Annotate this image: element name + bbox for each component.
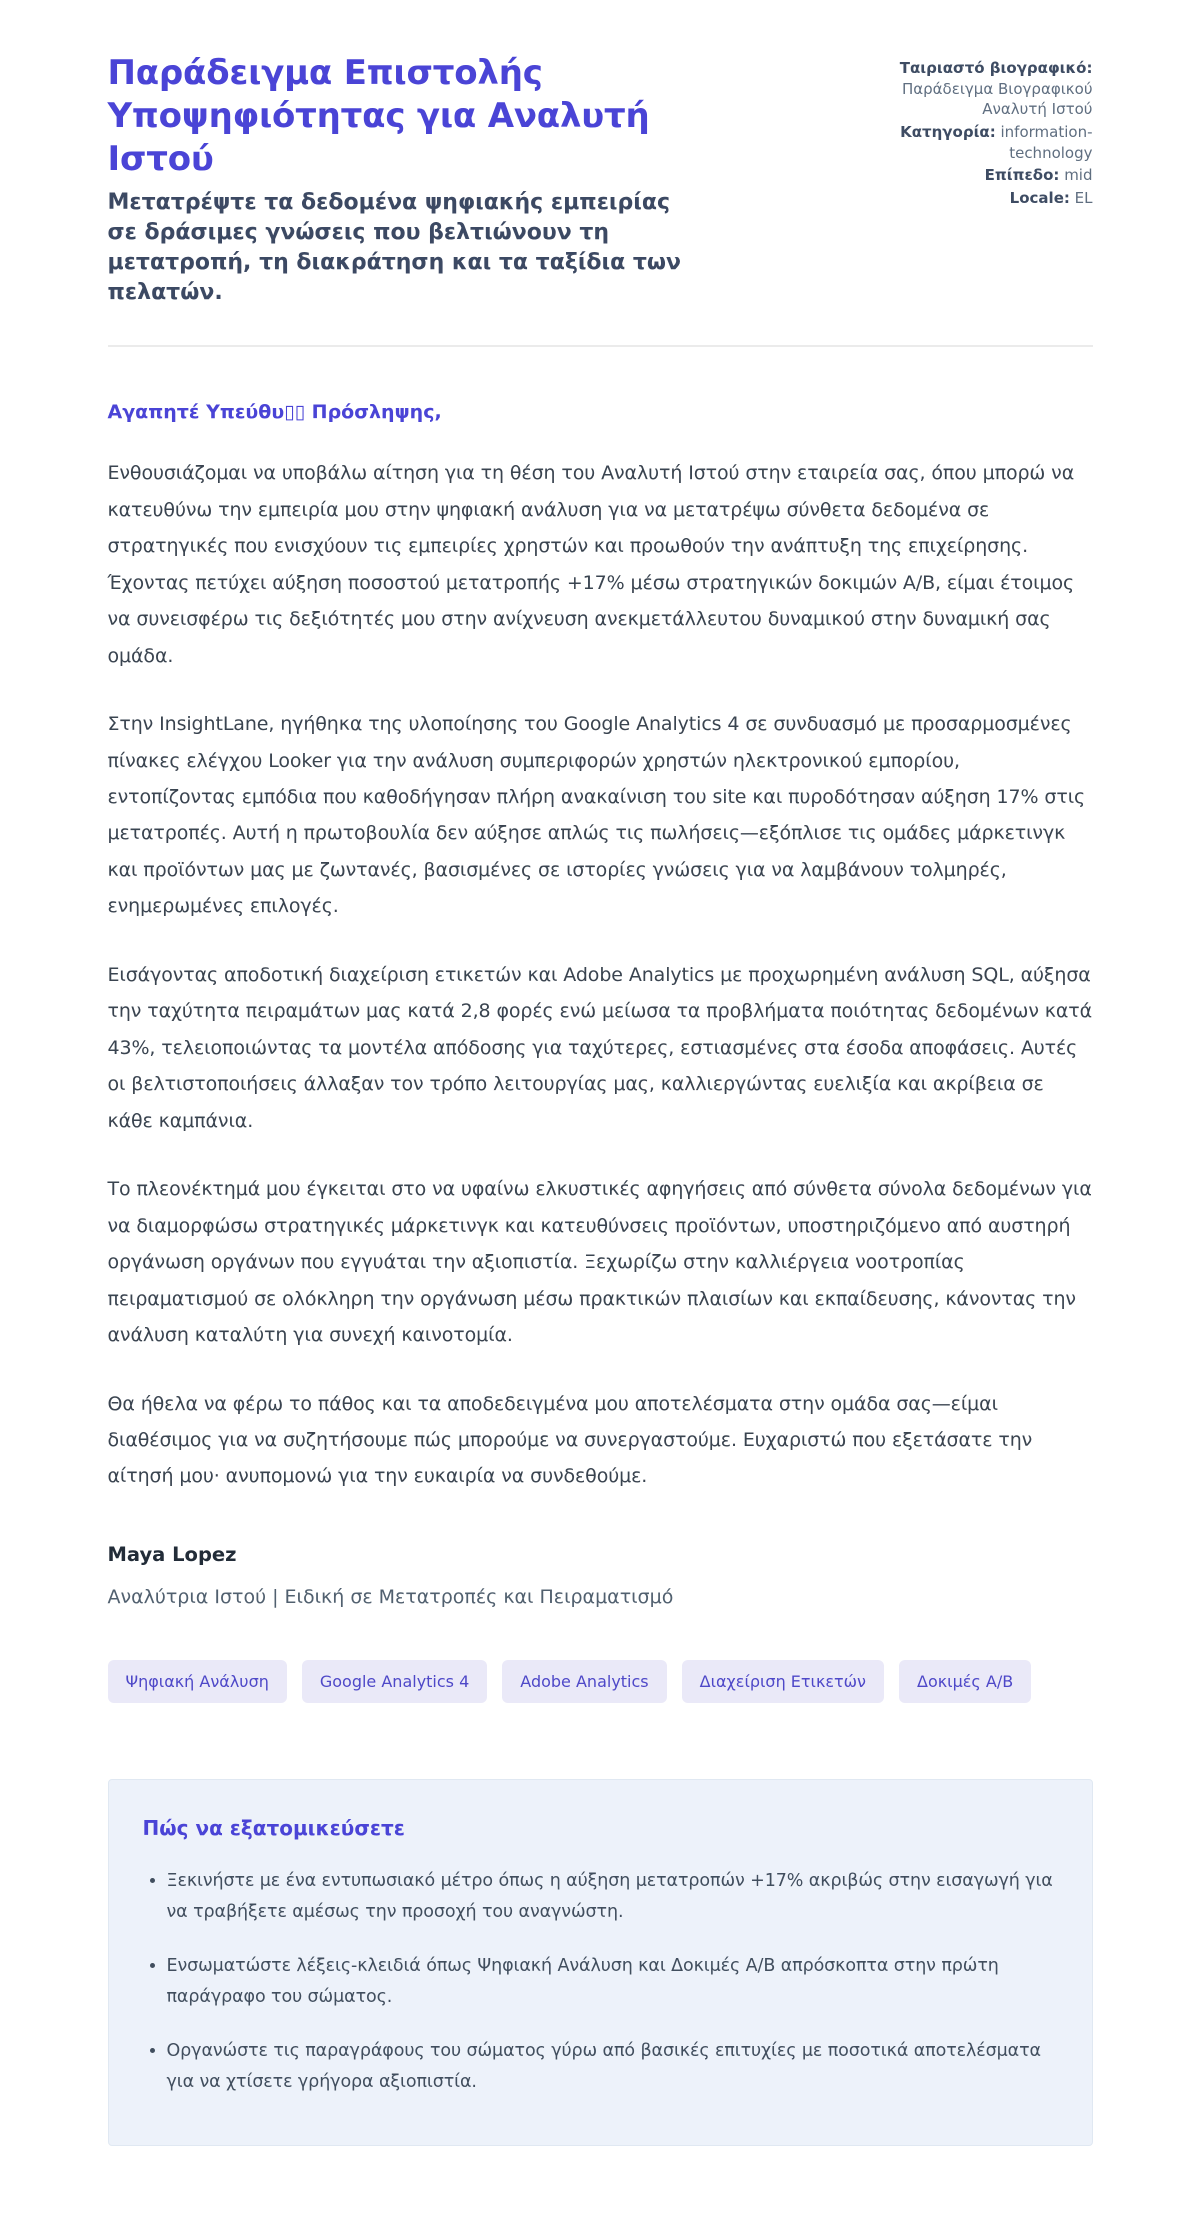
letter-paragraph-3: Εισάγοντας αποδοτική διαχείριση ετικετών και Adobe Analytics με προχωρημένη ανάλυση SQL, αύξησα την ταχύτητα πειραμάτων μας κατά 2,8 φορές ενώ μείωσα τα προβλήματα ποιότητας δεδομένων κατά 43%, τελειοποιώντας τα μοντέλα απόδοσης για ταχύτερες, εστιασμένες στα έσοδα αποφάσεις. Αυτές οι βελτιστοποιήσεις άλλαξαν τον τρόπο λειτουργίας μας, καλλιεργώντας ευελιξία και ακρίβεια σε κάθε καμπάνια. — [107, 963, 1093, 1132]
meta-matching-resume-value: Παράδειγμα Βιογραφικού Αναλυτή Ιστού — [901, 79, 1093, 119]
skill-tag-tag-management: Διαχείριση Ετικετών — [682, 1660, 884, 1703]
meta-matching-resume-label: Ταιριαστό βιογραφικό: — [899, 59, 1093, 77]
letter-paragraph-1: Ενθουσιάζομαι να υποβάλω αίτηση για τη θέση του Αναλυτή Ιστού στην εταιρεία σας, όπου μπορώ να κατευθύνω την εμπειρία μου στην ψηφιακή ανάλυση για να μετατρέψω σύνθετα δεδομένα σε στρατηγικές που ενισχύουν τις εμπειρίες χρηστών και προωθούν την ανάπτυξη της επιχείρησης. Έχοντας πετύχει αύξηση ποσοστού μετατροπής +17% μέσω στρατηγικών δοκιμών A/B, είμαι έτοιμος να συνεισφέρω τις δεξιότητές μου στην ανίχνευση ανεκμετάλλευτου δυναμικού στην δυναμική σας ομάδα. — [107, 462, 1075, 667]
callout-bullet-3: • Οργανώστε τις παραγράφους του σώματος γύρω από βασικές επιτυχίες με ποσοτικά αποτελέσματα για να χτίσετε γρήγορα αξιοπιστία. — [167, 2036, 1058, 2099]
page-subtitle: Μετατρέψτε τα δεδομένα ψηφιακής εμπειρίας σε δράσιμες γνώσεις που βελτιώνουν τη μετατροπή, τη διακράτηση και τα ταξίδια των πελατών. — [107, 190, 682, 305]
meta-locale-label: Locale: — [1009, 189, 1070, 208]
skill-tag-google-analytics-4: Google Analytics 4 — [302, 1660, 487, 1703]
meta-panel — [881, 52, 1093, 211]
skill-tag-ab-testing: Δοκιμές A/B — [899, 1660, 1031, 1703]
meta-locale-value: EL — [1074, 189, 1093, 208]
skill-tag-digital-analysis: Ψηφιακή Ανάλυση — [108, 1660, 287, 1703]
header-divider — [108, 345, 1093, 347]
cover-letter-page — [108, 0, 1093, 2146]
letter-body — [108, 401, 1093, 1608]
signature-role: Αναλύτρια Ιστού | Ειδική σε Μετατροπές και Πειραματισμό — [107, 1585, 674, 1608]
letter-paragraph-2: Στην InsightLane, ηγήθηκα της υλοποίησης του Google Analytics 4 σε συνδυασμό με προσαρμοσμένες πίνακες ελέγχου Looker για την ανάλυση συμπεριφορών χρηστών ηλεκτρονικού εμπορίου, εντοπίζοντας εμπόδια που καθοδήγησαν πλήρη ανακαίνιση του site και πυροδότησαν αύξηση 17% στις μετατροπές. Αυτή η πρωτοβουλία δεν αύξησε απλώς τις πωλήσεις—εξόπλισε τις ομάδες μάρκετινγκ και προϊόντων μας με ζωντανές, βασισμένες σε ιστορίες γνώσεις για να λαμβάνουν τολμηρές, ενημερωμένες επιλογές. — [107, 713, 1086, 918]
callout-bullet-1: • Ξεκινήστε με ένα εντυπωσιακό μέτρο όπως η αύξηση μετατροπών +17% ακριβώς στην εισαγωγή για να τραβήξετε αμέσως την προσοχή του αναγνώστη. — [167, 1866, 1058, 1929]
signature-name: Maya Lopez — [107, 1542, 237, 1566]
callout-list — [143, 1866, 1058, 2099]
meta-matching-resume — [881, 58, 1093, 120]
meta-category-label: Κατηγορία: — [900, 123, 996, 142]
letter-paragraph-5: Θα ήθελα να φέρω το πάθος και τα αποδεδειγμένα μου αποτελέσματα στην ομάδα σας—είμαι διαθέσιμος για να συζητήσουμε πώς μπορούμε να συνεργαστούμε. Ευχαριστώ που εξετάσατε την αίτησή μου· ανυπομονώ για την ευκαιρία να συνδεθούμε. — [107, 1392, 1033, 1488]
personalize-callout — [108, 1779, 1093, 2146]
meta-level-label: Επίπεδο: — [984, 166, 1060, 185]
letter-paragraph-4: Το πλεονέκτημά μου έγκειται στο να υφαίνω ελκυστικές αφηγήσεις από σύνθετα σύνολα δεδομένων για να διαμορφώσω στρατηγικές μάρκετινγκ και κατευθύνσεις προϊόντων, υποστηριζόμενο από αυστηρή οργάνωση οργάνων που εγγυάται την αξιοπιστία. Ξεχωρίζω στην καλλιέργεια νοοτροπίας πειραματισμού σε ολόκληρη την οργάνωση μέσω πρακτικών πλαισίων και εκπαίδευσης, κάνοντας την ανάλυση καταλύτη για συνεχή καινοτομία. — [107, 1178, 1092, 1347]
meta-locale — [881, 188, 1093, 209]
page-title: Παράδειγμα Επιστολής Υποψηφιότητας για Αναλυτή Ιστού — [107, 53, 650, 179]
skill-tag-adobe-analytics: Adobe Analytics — [502, 1660, 666, 1703]
meta-category-value: information-technology — [1000, 123, 1093, 162]
callout-title: Πώς να εξατομικεύσετε — [142, 1815, 405, 1840]
meta-category — [881, 122, 1093, 163]
salutation: Αγαπητέ Υπεύθυ▯▯ Πρόσληψης, — [107, 401, 442, 424]
page-header — [108, 52, 1093, 307]
skill-tags — [108, 1660, 1093, 1703]
meta-level-value: mid — [1064, 166, 1093, 185]
callout-bullet-2: • Ενσωματώστε λέξεις-κλειδιά όπως Ψηφιακή Ανάλυση και Δοκιμές A/B απρόσκοπτα στην πρώτη παράγραφο του σώματος. — [167, 1951, 1058, 2014]
header-title-block — [108, 52, 693, 307]
meta-level — [881, 165, 1093, 186]
